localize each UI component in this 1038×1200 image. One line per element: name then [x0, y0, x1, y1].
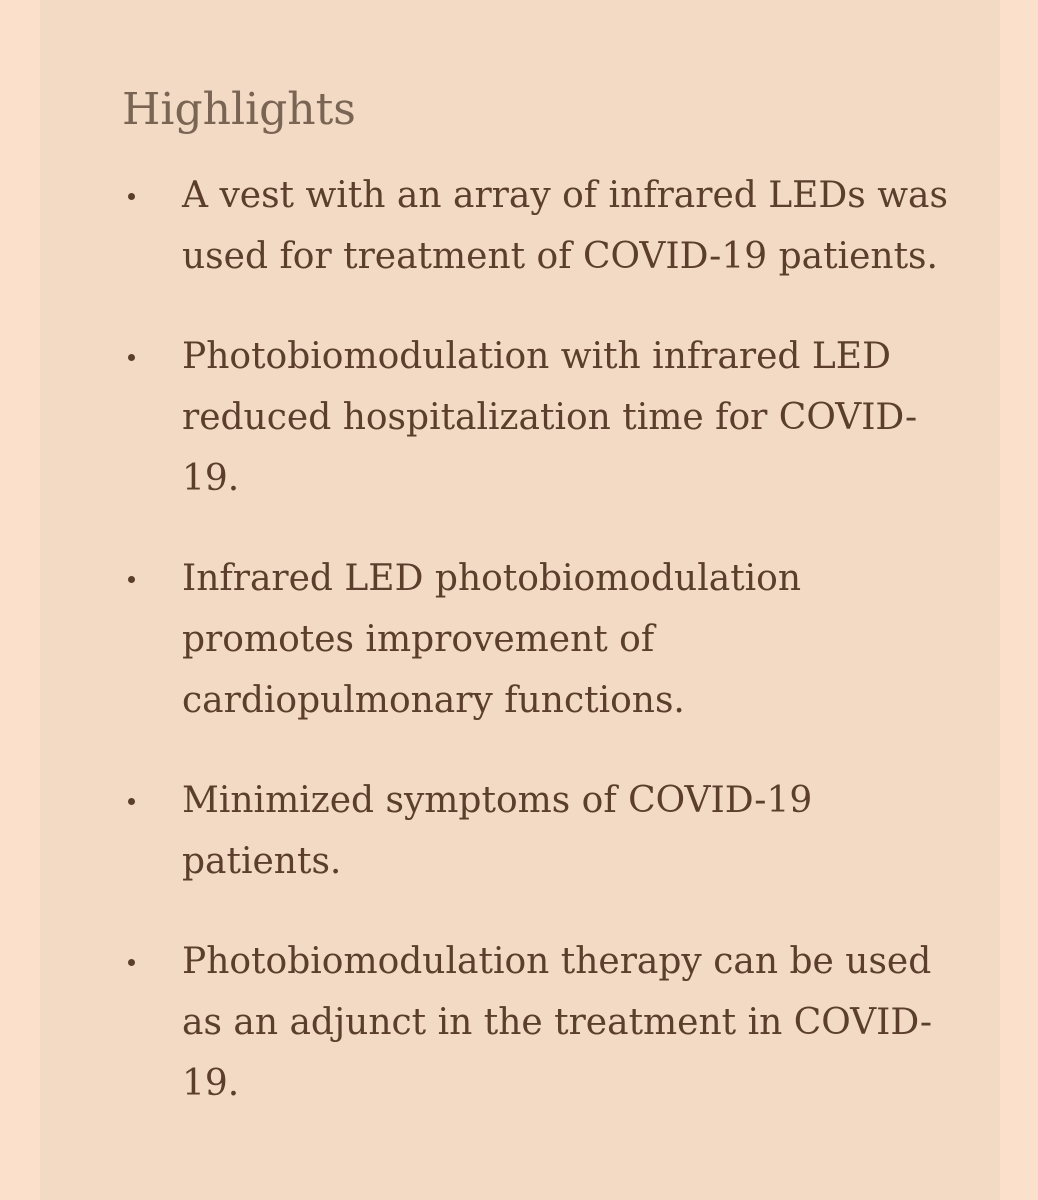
list-item-text: Minimized symptoms of COVID-19 patients. [182, 780, 813, 882]
list-item [40, 548, 1000, 731]
list-item-text: Photobiomodulation therapy can be used as an adjunct in the treatment in COVID-19. [182, 941, 933, 1104]
highlights-list [40, 165, 1000, 1153]
list-item [40, 770, 1000, 892]
list-item-text: A vest with an array of infrared LEDs was used for treatment of COVID-19 patients. [182, 175, 948, 277]
list-item [40, 931, 1000, 1114]
bullet-icon [121, 548, 141, 609]
list-item [40, 165, 1000, 287]
list-item [40, 326, 1000, 509]
highlights-title: Highlights [122, 84, 356, 135]
bullet-icon [121, 326, 141, 387]
list-item-text: Photobiomodulation with infrared LED reduced hospitalization time for COVID-19. [182, 336, 918, 499]
bullet-icon [121, 931, 141, 992]
bullet-icon [121, 770, 141, 831]
highlights-panel [40, 0, 1000, 1200]
bullet-icon [121, 165, 141, 226]
list-item-text: Infrared LED photobiomodulation promotes improvement of cardiopulmonary functions. [182, 558, 802, 721]
